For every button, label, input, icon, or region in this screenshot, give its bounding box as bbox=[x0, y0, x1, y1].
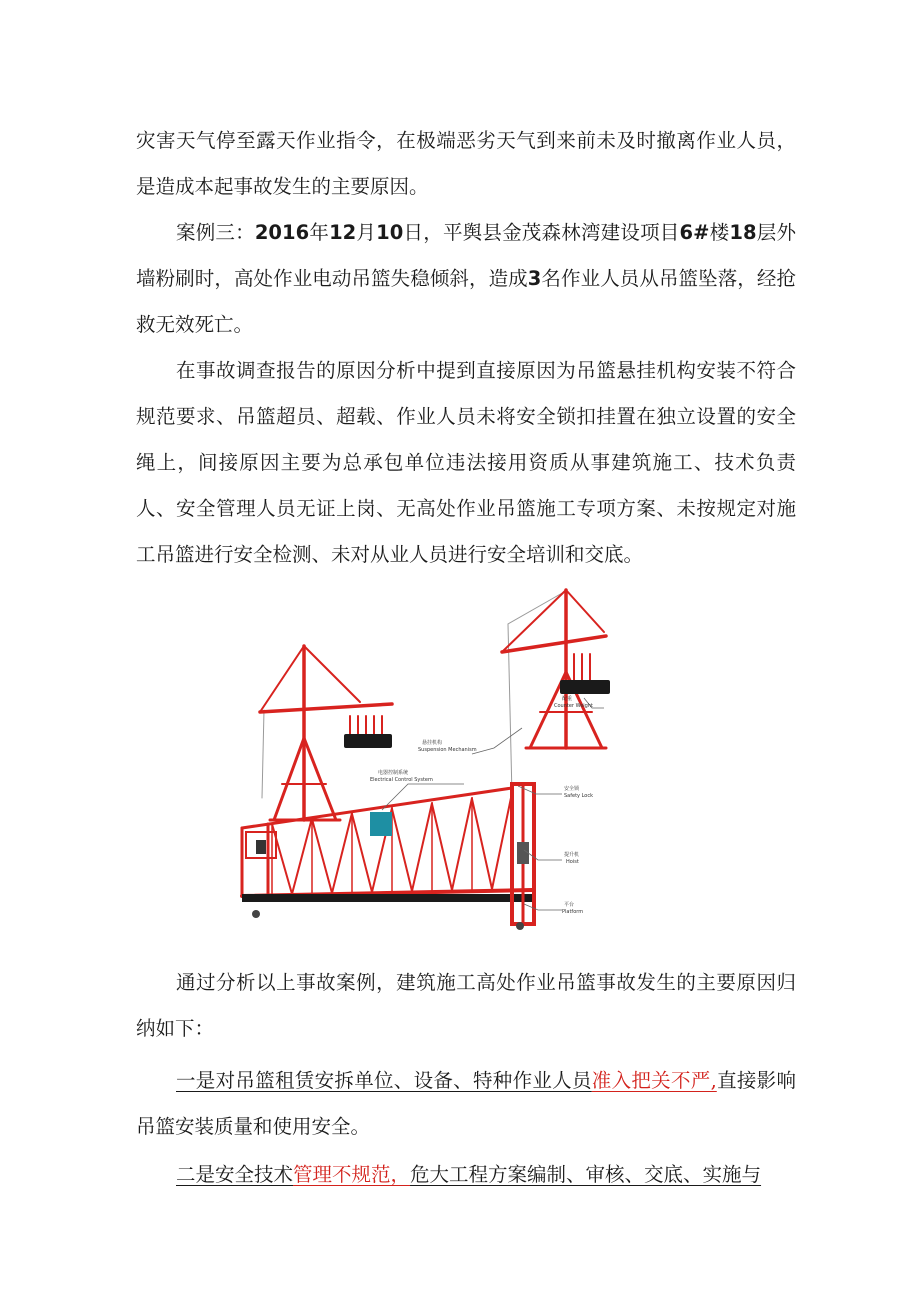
case-month: 12 bbox=[329, 221, 357, 244]
text-month-unit: 月 bbox=[356, 221, 377, 244]
platform-diagonal bbox=[432, 804, 452, 890]
reason-two-rest: 危大工程方案编制、审核、交底、实施与 bbox=[410, 1163, 762, 1186]
platform-floor bbox=[242, 894, 532, 902]
platform-diagonal bbox=[492, 793, 512, 889]
paragraph-weather-cause: 灾害天气停至露天作业指令，在极端恶劣天气到来前未及时撤离作业人员，是造成本起事故发生的主要原因。 bbox=[136, 129, 796, 198]
left-counter-weight bbox=[344, 734, 392, 748]
case-day: 10 bbox=[376, 221, 404, 244]
text-year-unit: 年 bbox=[309, 221, 330, 244]
text-building-unit: 楼 bbox=[709, 221, 730, 244]
text-incident: 层外墙粉刷时，高处作业电动吊篮失稳倾斜，造成 bbox=[136, 221, 796, 290]
caster-wheel bbox=[516, 922, 524, 930]
paragraph-summary-intro: 通过分析以上事故案例，建筑施工高处作业吊篮事故发生的主要原因归纳如下： bbox=[136, 971, 796, 1040]
label-hoist-cn: 提升机 bbox=[564, 852, 580, 858]
caster-wheel bbox=[252, 910, 260, 918]
label-control-cn: 电器控制系统 bbox=[378, 770, 409, 776]
platform-diagonal bbox=[292, 818, 312, 894]
paragraph-case-three bbox=[136, 210, 796, 348]
building-number: 6# bbox=[679, 221, 710, 244]
label-control-en: Electrical Control System bbox=[370, 777, 433, 783]
left-leg-rear bbox=[304, 738, 336, 820]
label-counter-en: Counter Weight bbox=[554, 703, 593, 709]
left-tie-front bbox=[260, 646, 304, 712]
case-label: 案例三： bbox=[176, 221, 255, 244]
label-lock-en: Safety Lock bbox=[564, 793, 593, 799]
platform-diagonal bbox=[472, 799, 492, 889]
left-tie-rear bbox=[304, 646, 360, 702]
left-beam bbox=[260, 704, 392, 712]
platform-diagonal bbox=[452, 798, 472, 890]
callout-suspension bbox=[472, 728, 522, 754]
floor-number: 18 bbox=[729, 221, 757, 244]
paragraph-reason-two bbox=[136, 1152, 796, 1198]
reason-one-rest: 直接影响吊篮安装质量和使用安全。 bbox=[136, 1069, 796, 1138]
platform-diagonal bbox=[332, 813, 352, 893]
right-counter-weight bbox=[560, 680, 610, 694]
label-suspension-en: Suspension Mechanism bbox=[418, 747, 477, 753]
control-box bbox=[370, 812, 392, 836]
label-suspension-cn: 悬挂机构 bbox=[422, 740, 443, 746]
label-hoist-en: Hoist bbox=[566, 859, 579, 865]
case-year: 2016 bbox=[254, 221, 310, 244]
callout-hoist bbox=[524, 850, 562, 860]
platform-diagonal bbox=[392, 809, 412, 891]
platform-diagonal bbox=[412, 803, 432, 891]
text-outcome: 名作业人员从吊篮坠落，经抢救无效死亡。 bbox=[136, 267, 796, 336]
paragraph-reason-one bbox=[136, 1058, 796, 1150]
reason-two-highlight: 管理不规范， bbox=[293, 1163, 411, 1186]
callout-lock bbox=[518, 786, 562, 794]
gondola-diagram bbox=[232, 588, 612, 954]
reason-one-lead: 一是对吊篮租赁安拆单位、设备、特种作业人员 bbox=[176, 1069, 592, 1092]
label-lock-cn: 安全锁 bbox=[564, 786, 580, 792]
label-platform-cn: 平台 bbox=[564, 902, 575, 908]
hoist-unit bbox=[517, 842, 529, 864]
platform-diagonal bbox=[352, 814, 372, 892]
left-leg-front bbox=[274, 738, 304, 820]
reason-one-highlight: 准入把关不严, bbox=[591, 1069, 717, 1092]
right-beam bbox=[502, 636, 606, 652]
paragraph-cause-analysis: 在事故调查报告的原因分析中提到直接原因为吊篮悬挂机构安装不符合规范要求、吊篮超员、超载、作业人员未将安全锁扣挂置在独立设置的安全绳上，间接原因主要为总承包单位违法接用资质从事建筑施工、技术负责人、安全管理人员无证上岗、无高处作业吊篮施工专项方案、未按规定对施工吊篮进行安全检测、未对从业人员进行安全培训和交底。 bbox=[136, 359, 796, 566]
reason-two-lead: 二是安全技术 bbox=[176, 1163, 294, 1186]
text-project: 日，平舆县金茂森林湾建设项目 bbox=[403, 221, 680, 244]
gondola-illustration bbox=[232, 588, 612, 954]
left-steel-cable bbox=[262, 710, 264, 798]
right-tie-rear bbox=[566, 590, 604, 632]
callout-platform bbox=[524, 904, 562, 910]
label-platform-en: Platform bbox=[562, 909, 584, 915]
platform-diagonal bbox=[312, 819, 332, 893]
left-hoist-unit bbox=[256, 840, 266, 854]
label-counter-cn: 配重 bbox=[562, 696, 573, 702]
victim-count: 3 bbox=[527, 267, 542, 290]
